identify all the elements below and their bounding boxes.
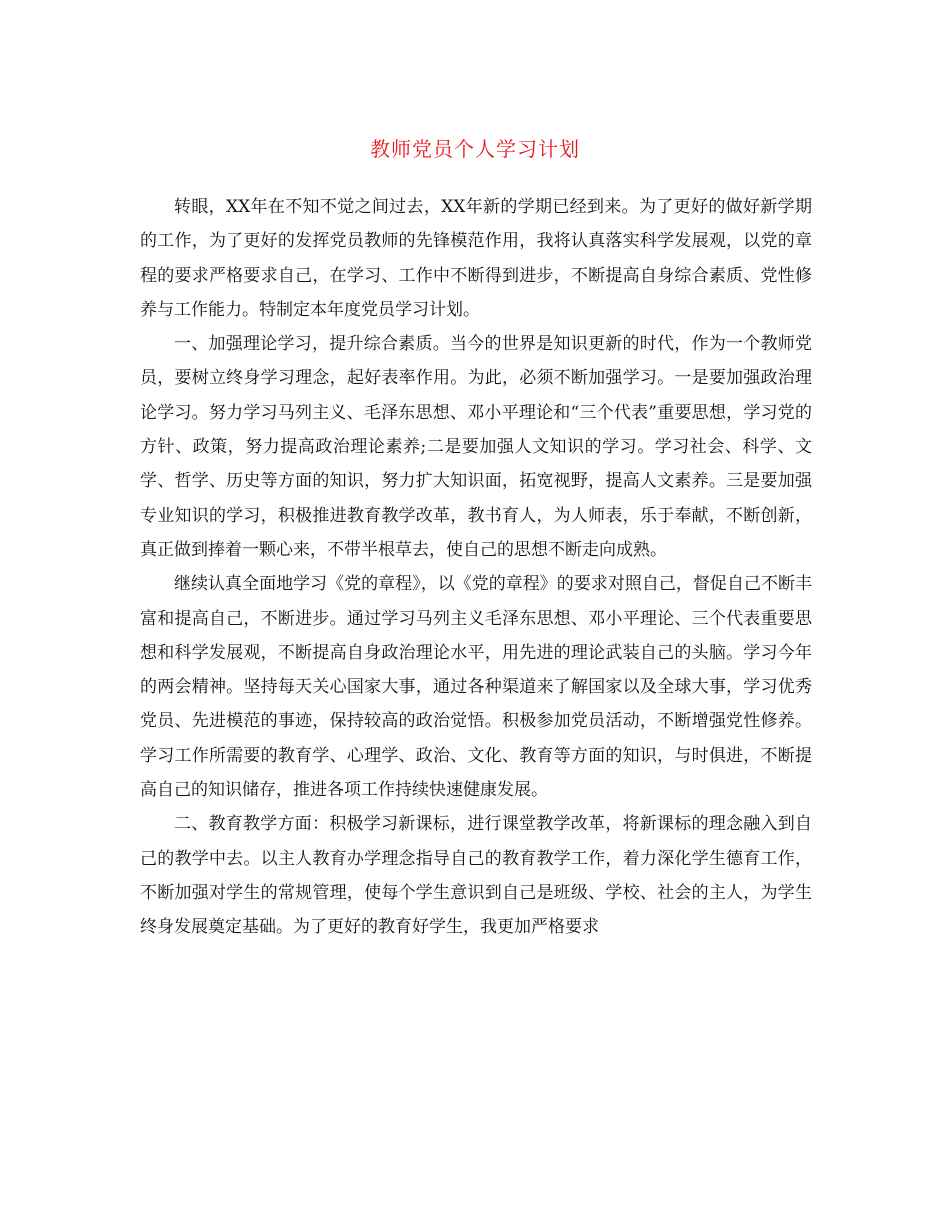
paragraph-party-constitution: 继续认真全面地学习《党的章程》，以《党的章程》的要求对照自己，督促自己不断丰富和提高自己，不断进步。通过学习马列主义毛泽东思想、邓小平理论、三个代表重要思想和科学发展观，不断提高自身政治理论水平，用先进的理论武装自己的头脑。学习今年的两会精神。坚持每天关心国家大事，通过各种渠道来了解国家以及全球大事，学习优秀党员、先进模范的事迹，保持较高的政治觉悟。积极参加党员活动，不断增强党性修养。学习工作所需要的教育学、心理学、政治、文化、教育等方面的知识，与时俱进，不断提高自己的知识储存，推进各项工作持续快速健康发展。 [140, 574, 812, 801]
document-body [140, 190, 812, 945]
paragraph-intro: 转眼，XX年在不知不觉之间过去，XX年新的学期已经到来。为了更好的做好新学期的工作，为了更好的发挥党员教师的先锋模范作用，我将认真落实科学发展观，以党的章程的要求严格要求自己，在学习、工作中不断得到进步，不断提高自身综合素质、党性修养与工作能力。特制定本年度党员学习计划。 [140, 197, 812, 320]
document-title: 教师党员个人学习计划 [370, 137, 580, 161]
paragraph-theory-study: 一、加强理论学习，提升综合素质。当今的世界是知识更新的时代，作为一个教师党员，要树立终身学习理念，起好表率作用。为此，必须不断加强学习。一是要加强政治理论学习。努力学习马列主义、毛泽东思想、邓小平理论和“三个代表”重要思想，学习党的方针、政策，努力提高政治理论素养;二是要加强人文知识的学习。学习社会、科学、文学、哲学、历史等方面的知识，努力扩大知识面，拓宽视野，提高人文素养。三是要加强专业知识的学习，积极推进教育教学改革，教书育人，为人师表，乐于奉献，不断创新，真正做到捧着一颗心来，不带半根草去，使自己的思想不断走向成熟。 [140, 334, 812, 560]
paragraph-teaching: 二、教育教学方面：积极学习新课标，进行课堂教学改革，将新课标的理念融入到自己的教学中去。以主人教育办学理念指导自己的教育教学工作，着力深化学生德育工作，不断加强对学生的常规管理，使每个学生意识到自己是班级、学校、社会的主人，为学生终身发展奠定基础。为了更好的教育好学生，我更加严格要求 [140, 814, 812, 938]
